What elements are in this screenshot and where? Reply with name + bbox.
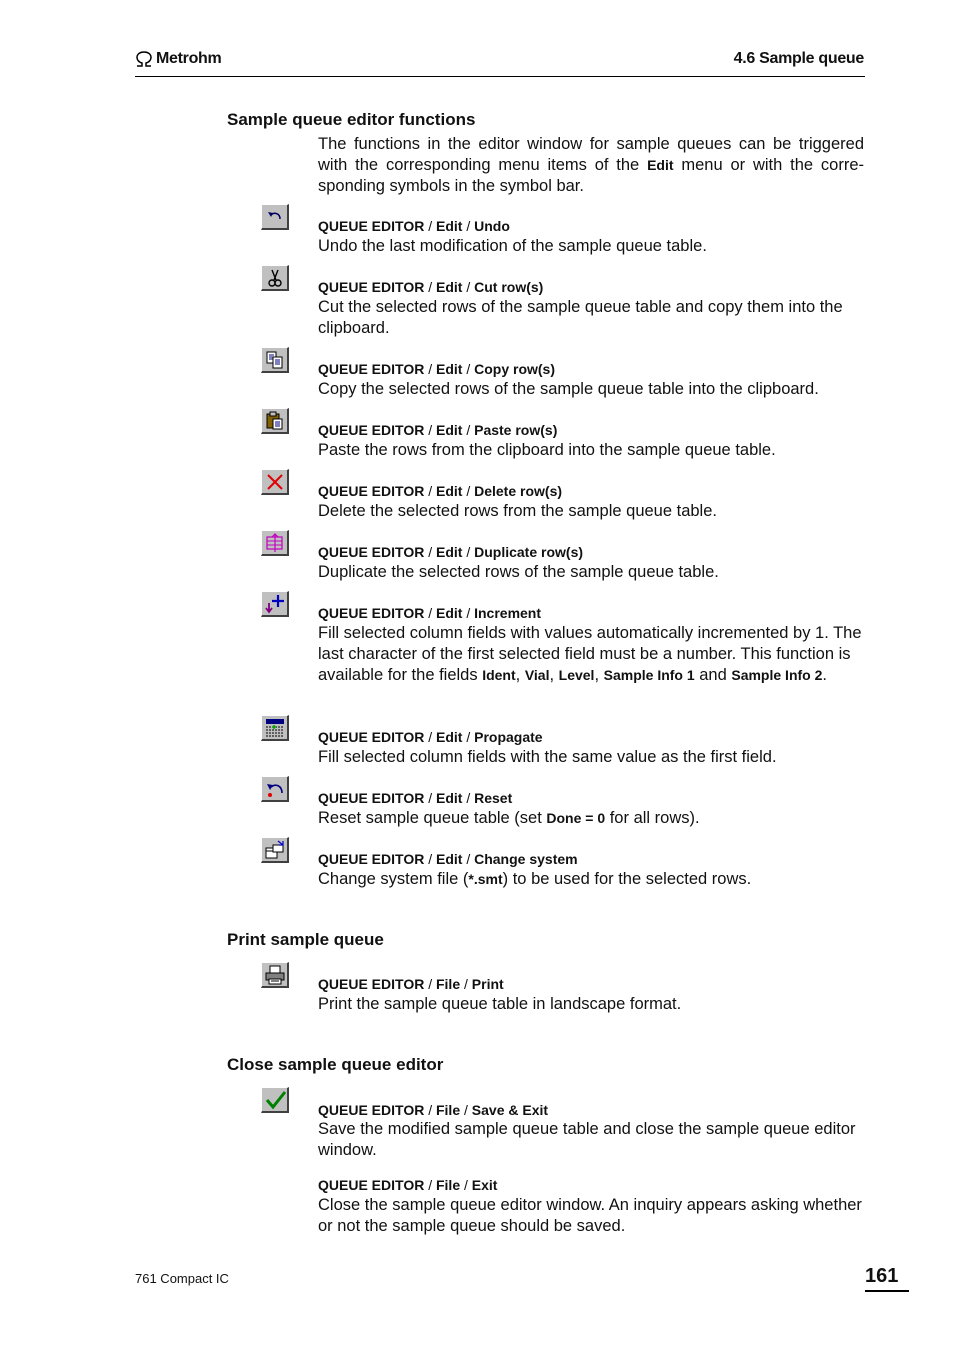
menu-path-increment: QUEUE EDITOR / Edit / Increment [318,605,542,621]
copy-button[interactable] [261,347,289,373]
intro-paragraph: The functions in the editor window for sample queues can be triggered with the corresponding menu items of the Edit menu or with the corre-sponding symbols in the symbol bar. [318,135,864,195]
paste-icon [265,411,285,431]
duplicate-button[interactable] [261,530,289,556]
copy-icon [265,350,285,370]
cut-button[interactable] [261,265,289,291]
menu-path-reset: QUEUE EDITOR / Edit / Reset [318,790,513,806]
cut-description: Cut the selected rows of the sample queue table and copy them into the clipboard. [318,298,843,337]
print-description: Print the sample queue table in landscape format. [318,995,682,1013]
undo-button[interactable] [261,204,289,230]
section-title-close: Close sample queue editor [227,1055,444,1074]
reset-icon [265,779,285,799]
change-system-icon [265,840,285,860]
paste-description: Paste the rows from the clipboard into the sample queue table. [318,441,776,459]
menu-path-cut: QUEUE EDITOR / Edit / Cut row(s) [318,279,544,295]
undo-icon [265,207,285,225]
menu-path-undo: QUEUE EDITOR / Edit / Undo [318,218,510,234]
brand-name: Metrohm [156,50,222,67]
section-title-editor-functions: Sample queue editor functions [227,110,476,129]
menu-path-propagate: QUEUE EDITOR / Edit / Propagate [318,729,543,745]
section-title-print: Print sample queue [227,930,384,949]
increment-description: Fill selected column fields with values automatically incremented by 1. The last character of the first selected field must be a number. This function is available for the fields Ident, Vial, Level, Sample Info 1 and Sample Info 2. [318,624,862,684]
reset-description: Reset sample queue table (set Done = 0 for all rows). [318,809,700,827]
menu-path-print: QUEUE EDITOR / File / Print [318,976,504,992]
scissors-icon [265,268,285,288]
menu-path-paste: QUEUE EDITOR / Edit / Paste row(s) [318,422,558,438]
menu-path-duplicate: QUEUE EDITOR / Edit / Duplicate row(s) [318,544,584,560]
header-rule [135,76,865,77]
menu-path-delete: QUEUE EDITOR / Edit / Delete row(s) [318,483,563,499]
change-system-description: Change system file (*.smt) to be used for the selected rows. [318,870,752,888]
copy-description: Copy the selected rows of the sample queue table into the clipboard. [318,380,819,398]
increment-icon [265,594,285,614]
change-system-button[interactable] [261,837,289,863]
propagate-icon [265,718,285,738]
undo-description: Undo the last modification of the sample queue table. [318,237,707,255]
increment-button[interactable] [261,591,289,617]
menu-path-save-exit: QUEUE EDITOR / File / Save & Exit [318,1102,549,1118]
brand-logo [135,50,221,68]
propagate-button[interactable] [261,715,289,741]
propagate-description: Fill selected column fields with the same value as the first field. [318,748,777,766]
paste-button[interactable] [261,408,289,434]
section-header: 4.6 Sample queue [733,50,864,67]
page-number: 161 [865,1265,909,1292]
delete-icon [265,472,285,492]
delete-description: Delete the selected rows from the sample queue table. [318,502,717,520]
footer-product: 761 Compact IC [135,1271,229,1286]
duplicate-icon [265,533,285,553]
omega-icon [135,51,153,67]
exit-description: Close the sample queue editor window. An inquiry appears asking whether or not the sample queue should be saved. [318,1196,862,1235]
menu-path-exit: QUEUE EDITOR / File / Exit [318,1177,498,1193]
print-button[interactable] [261,962,289,988]
save-exit-description: Save the modified sample queue table and close the sample queue editor window. [318,1120,856,1159]
save-exit-button[interactable] [261,1087,289,1113]
delete-button[interactable] [261,469,289,495]
checkmark-icon [265,1090,287,1110]
menu-path-copy: QUEUE EDITOR / Edit / Copy row(s) [318,361,555,377]
menu-path-change-system: QUEUE EDITOR / Edit / Change system [318,851,578,867]
reset-button[interactable] [261,776,289,802]
printer-icon [265,965,285,985]
duplicate-description: Duplicate the selected rows of the sample queue table. [318,563,719,581]
